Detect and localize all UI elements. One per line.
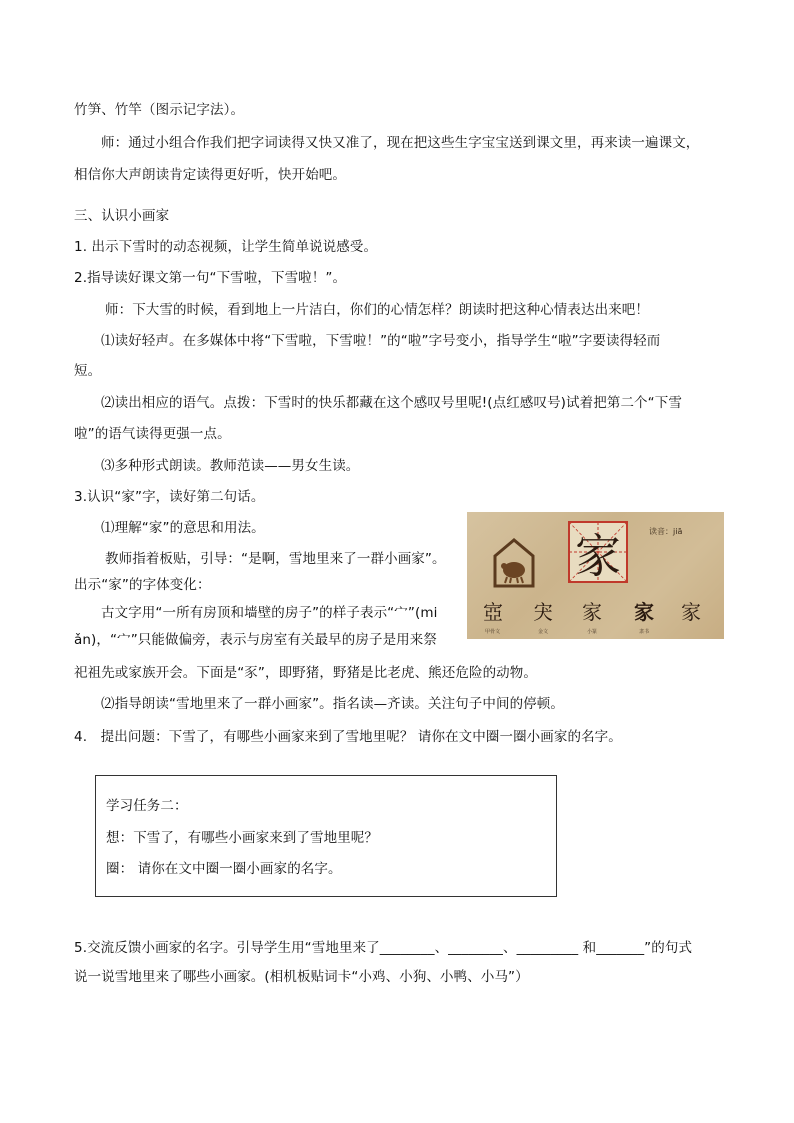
- task-circle: 圈： 请你在文中圈一圈小画家的名字。: [106, 861, 342, 877]
- house-boar-pictograph-icon: [495, 540, 533, 586]
- text-line: 师：通过小组合作我们把字词读得又快又准了，现在把这些生字宝宝送到课文里，再来读一遍课文，: [101, 135, 700, 151]
- text-line: ⑵指导朗读“雪地里来了一群小画家”。指名读—齐读。关注句子中间的停顿。: [101, 696, 564, 712]
- reading-label: 读音：jiā: [649, 527, 683, 536]
- text-line: 出示“家”的字体变化：: [74, 577, 211, 593]
- text-line: ⑵读出相应的语气。点拨：下雪时的快乐都藏在这个感叹号里呢!(点红感叹号)试着把第二个“下雪: [101, 395, 682, 411]
- text-line: 啦”的语气读得更强一点。: [74, 426, 231, 442]
- text-line: 说一说雪地里来了哪些小画家。(相机板贴词卡“小鸡、小狗、小鸭、小马”）: [74, 969, 529, 985]
- text-line: 2.指导读好课文第一句“下雪啦，下雪啦！”。: [74, 270, 347, 286]
- text-line: ǎn)，“宀”只能做偏旁，表示与房室有关最早的房子是用来祭: [74, 632, 437, 648]
- task-box: [95, 775, 557, 897]
- text-line: ⑴读好轻声。在多媒体中将“下雪啦，下雪啦！”的“啦”字号变小，指导学生“啦”字要读得轻而: [101, 333, 661, 349]
- main-character: 家: [575, 529, 621, 583]
- script-label: 隶书: [639, 629, 650, 635]
- text-line: 古文字用“一所有房顶和墙壁的房子”的样子表示“宀”(mi: [101, 605, 438, 621]
- script-char: 家: [634, 600, 654, 624]
- jia-character-evolution-image: [467, 512, 724, 639]
- text-line: 师：下大雪的时候，看到地上一片洁白，你们的心情怎样？朗读时把这种心情表达出来吧！: [105, 302, 649, 318]
- text-line: 祀祖先或家族开会。下面是“豕”，即野猪，野猪是比老虎、熊还危险的动物。: [74, 665, 537, 681]
- task-think: 想：下雪了，有哪些小画家来到了雪地里呢？: [106, 830, 378, 846]
- text-line: ⑴理解“家”的意思和用法。: [101, 520, 265, 536]
- text-line: 短。: [74, 363, 102, 379]
- text-line: ⑶多种形式朗读。教师范读——男女生读。: [101, 458, 360, 474]
- text-line: 1. 出示下雪时的动态视频，让学生简单说说感受。: [74, 239, 378, 255]
- script-char: 家: [582, 600, 602, 624]
- text-line: 相信你大声朗读肯定读得更好听，快开始吧。: [74, 167, 346, 183]
- script-label: 甲骨文: [485, 629, 501, 635]
- script-label: 小篆: [587, 629, 598, 635]
- text-line: 3.认识“家”字，读好第二句话。: [74, 489, 265, 505]
- section-heading: 三、认识小画家: [74, 208, 170, 224]
- text-line: 竹笋、竹竿（图示记字法）。: [74, 102, 245, 118]
- script-label: 金文: [538, 629, 549, 635]
- character-grid-box: [569, 522, 627, 583]
- script-char: 㝞: [483, 600, 503, 624]
- text-line: 教师指着板贴，引导：“是啊，雪地里来了一群小画家”。: [105, 551, 446, 567]
- task-title: 学习任务二：: [106, 798, 188, 814]
- script-char: 家: [681, 600, 701, 624]
- script-char: 宊: [533, 600, 553, 624]
- text-line: 4. 提出问题：下雪了，有哪些小画家来到了雪地里呢？ 请你在文中圈一圈小画家的名字。: [74, 729, 622, 745]
- text-line: 5.交流反馈小画家的名字。引导学生用“雪地里来了________、________、_________ 和_______”的句式: [74, 940, 693, 956]
